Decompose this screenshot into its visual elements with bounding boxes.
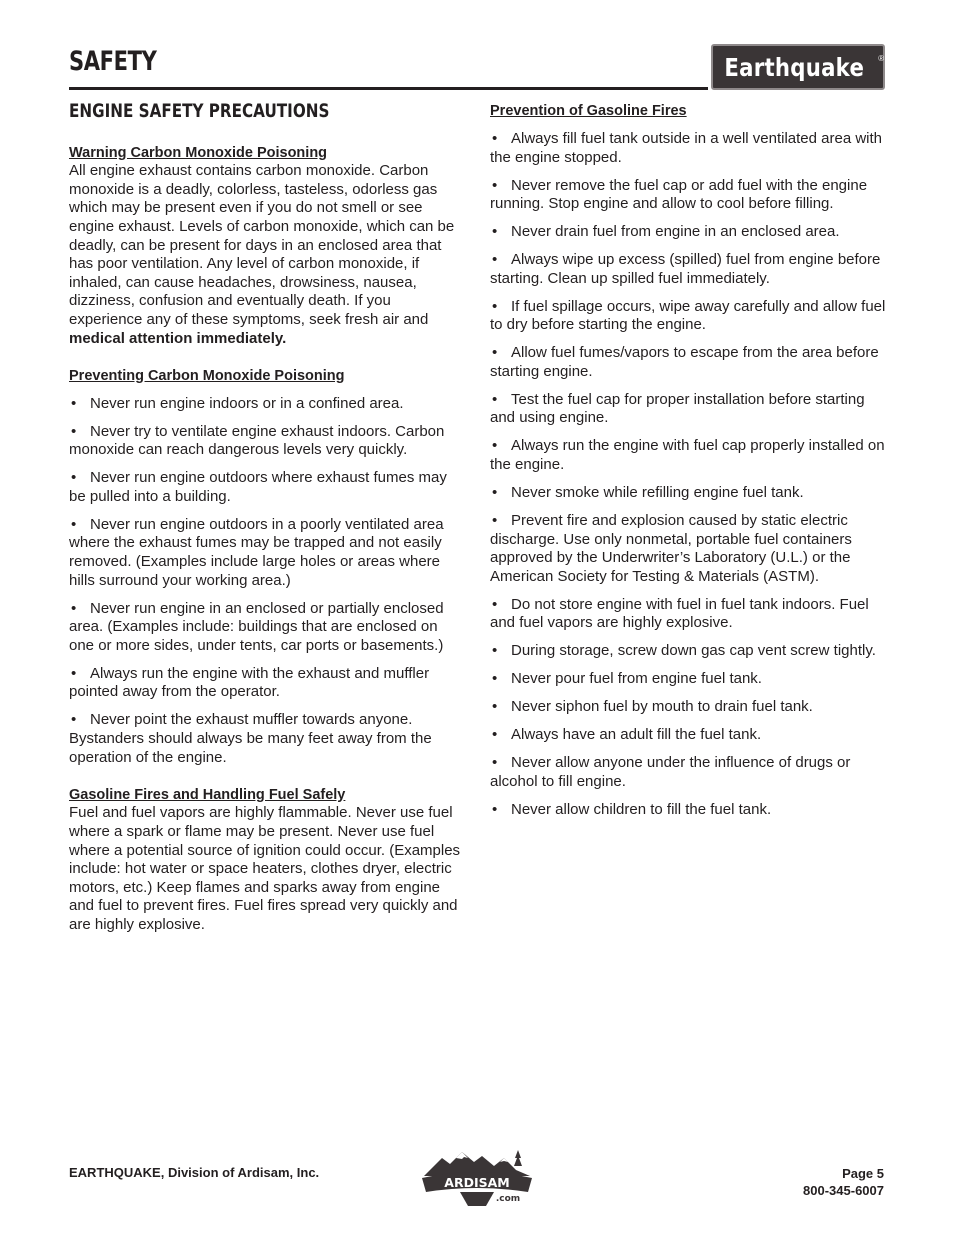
page-number: Page 5 (842, 1166, 884, 1181)
registered-mark: ® (878, 53, 885, 63)
list-item: • Never point the exhaust muffler towards anyone. Bystanders should always be many feet away from the operation of the engine. (69, 711, 432, 766)
list-item: • Never remove the fuel cap or add fuel with the engine running. Stop engine and allow to cool before filling. (490, 176, 868, 213)
list-item: • Prevent fire and explosion caused by static electric discharge. Use only nonmetal, portable fuel containers approved by the Underwriter’s Laboratory (U.L.) or the American Society for Testing & Materials (ASTM). (490, 512, 852, 585)
co-warning-body: All engine exhaust contains carbon monoxide. Carbon monoxide is a deadly, colorless, tasteless, odorless gas which may be present even if you do not smell or see engine exhaust. Levels of carbon monoxide, which can be deadly, can be present for days in an enclosed area that has poor ventilation. Any level of carbon monoxide, if inhaled, can cause headaches, drowsiness, nausea, dizziness, confusion and eventually death. If you experience any of these symptoms, seek fresh air and (69, 162, 455, 328)
list-item: • Never run engine outdoors where exhaust fumes may be pulled into a building. (69, 469, 447, 505)
list-item: • Never allow children to fill the fuel tank. (492, 800, 772, 818)
list-item: • Never run engine outdoors in a poorly ventilated area where the exhaust fumes may be trapped and not easily removed. (Examples include large holes or areas where hills surround your working area.) (69, 515, 444, 589)
earthquake-logo (711, 44, 885, 90)
list-item: • Never allow anyone under the influence of drugs or alcohol to fill engine. (490, 754, 851, 790)
fuel-text: Fuel and fuel vapors are highly flammable. Never use fuel where a spark or flame may be present. Never use fuel where a potential source of ignition could occur. (Examples include: hot water or space heaters, clothes dryer, electric motors, etc.) Keep flames and sparks away from engine and fuel to prevent fires. Fuel fires spread very quickly and are highly explosive. (69, 804, 461, 933)
ardisam-logo (420, 1148, 534, 1208)
list-item: • Never drain fuel from engine in an enclosed area. (492, 223, 840, 241)
footer-company: EARTHQUAKE, Division of Ardisam, Inc. (69, 1165, 320, 1180)
list-item: • Never pour fuel from engine fuel tank. (492, 670, 762, 688)
list-item: • Never run engine indoors or in a confined area. (71, 394, 404, 412)
list-item: • Allow fuel fumes/vapors to escape from the area before starting engine. (490, 344, 879, 380)
co-prevent-list (69, 395, 465, 767)
ardisam-logo-domain: .com (495, 1194, 521, 1204)
list-item: • Always run the engine with fuel cap properly installed on the engine. (490, 437, 885, 474)
co-warning-title: Warning Carbon Monoxide Poisoning (69, 144, 328, 161)
ardisam-logo-text: ARDISAM (444, 1175, 510, 1190)
list-item: • During storage, screw down gas cap vent screw tightly. (492, 642, 876, 660)
section-heading: ENGINE SAFETY PRECAUTIONS (69, 100, 330, 122)
list-item: • Always run the engine with the exhaust and muffler pointed away from the operator. (69, 664, 430, 701)
page-title: SAFETY (69, 46, 157, 77)
list-item: • Always wipe up excess (spilled) fuel from engine before starting. Clean up spilled fuel immediately. (490, 251, 881, 287)
list-item: • Never siphon fuel by mouth to drain fuel tank. (492, 698, 813, 716)
co-prevent-title: Preventing Carbon Monoxide Poisoning (69, 367, 345, 384)
right-column (490, 102, 886, 819)
co-warning-emphasis: medical attention immediately. (69, 329, 287, 347)
fire-prevention-title: Prevention of Gasoline Fires (490, 103, 687, 119)
list-item: • Never run engine in an enclosed or partially enclosed area. (Examples include: buildings that are enclosed on one or more sides, under tents, car ports or basements.) (69, 599, 444, 654)
list-item: • Always have an adult fill the fuel tank. (492, 726, 762, 744)
fuel-title: Gasoline Fires and Handling Fuel Safely (69, 786, 346, 803)
list-item: • Test the fuel cap for proper installation before starting and using engine. (490, 390, 865, 427)
list-item: • Never try to ventilate engine exhaust indoors. Carbon monoxide can reach dangerous levels very quickly. (69, 422, 445, 459)
list-item: • Do not store engine with fuel in fuel tank indoors. Fuel and fuel vapors are highly explosive. (490, 595, 869, 632)
list-item: • Always fill fuel tank outside in a well ventilated area with the engine stopped. (490, 129, 883, 166)
logo-text: Earthquake (724, 52, 864, 82)
co-warning-text (69, 162, 465, 348)
phone-number: 800-345-6007 (803, 1183, 884, 1198)
footer-page-info (803, 1165, 884, 1199)
title-rule (69, 87, 708, 90)
list-item: • Never smoke while refilling engine fuel tank. (492, 484, 804, 502)
list-item: • If fuel spillage occurs, wipe away carefully and allow fuel to dry before starting the engine. (490, 297, 886, 334)
left-column (69, 102, 465, 934)
fire-prevention-list (490, 130, 886, 819)
